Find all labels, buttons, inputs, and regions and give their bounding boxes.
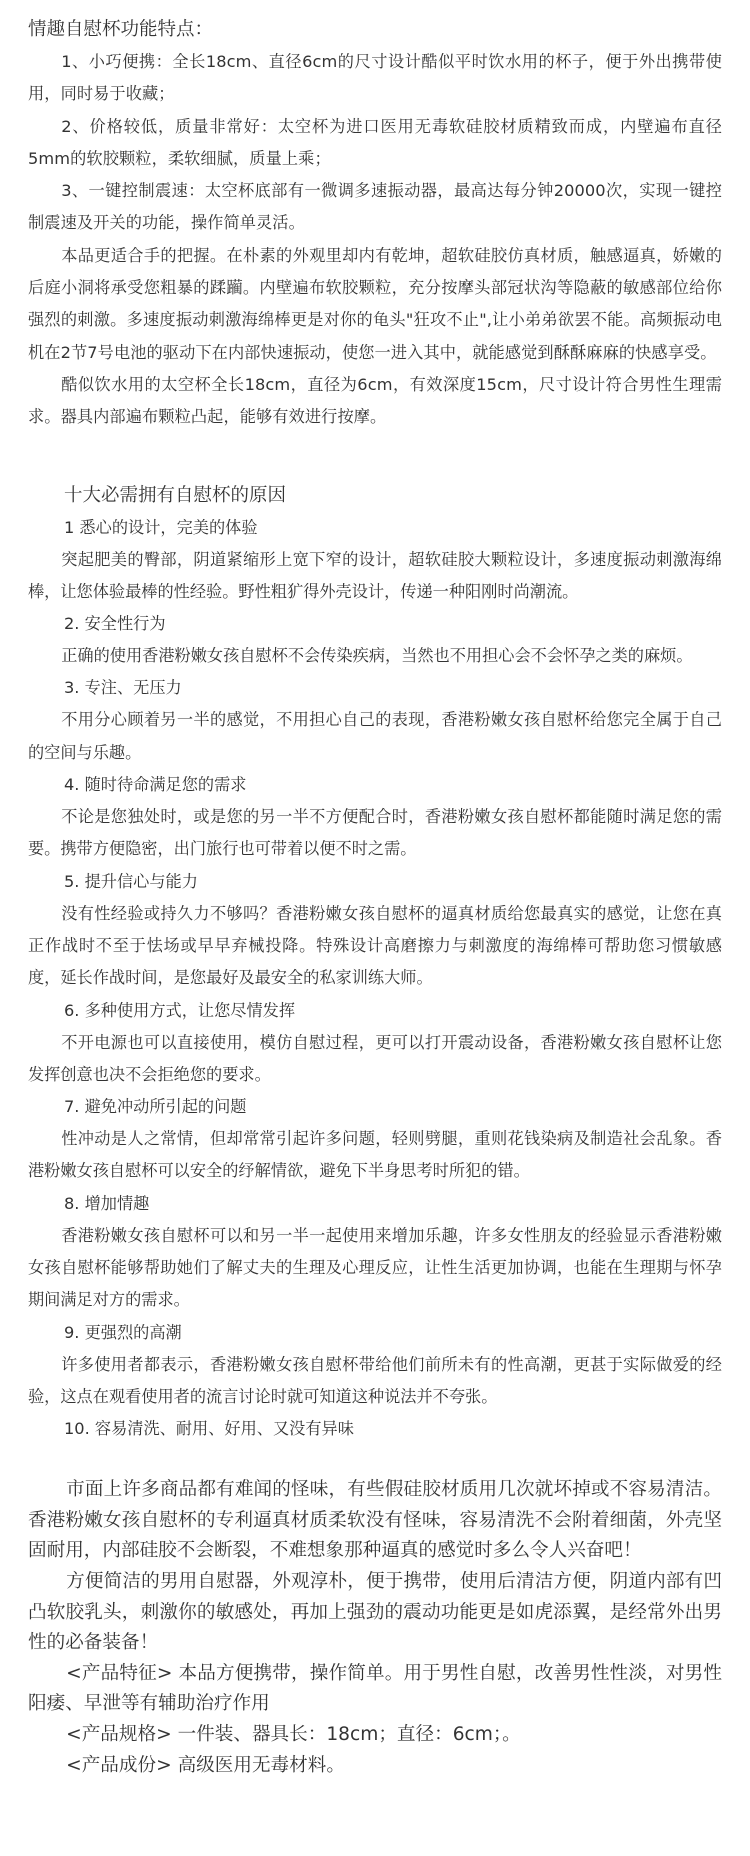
reason-text: 不用分心顾着另一半的感觉，不用担心自己的表现，香港粉嫩女孩自慰杯给您完全属于自己的空间与乐趣。 <box>28 710 722 762</box>
reason-heading: 9. 更强烈的高潮 <box>64 1322 182 1342</box>
section-gap <box>28 1445 722 1475</box>
feature-paragraph: 1、小巧便携：全长18cm、直径6cm的尺寸设计酷似平时饮水用的杯子，便于外出携带使用，同时易于收藏； <box>28 52 722 104</box>
feature-paragraph: 2、价格较低，质量非常好：太空杯为进口医用无毒软硅胶材质精致而成，内壁遍布直径5mm的软胶颗粒，柔软细腻，质量上乘； <box>28 116 722 168</box>
reason-heading: 10. 容易清洗、耐用、好用、又没有异味 <box>64 1419 354 1439</box>
reason-heading: 4. 随时待命满足您的需求 <box>64 775 247 795</box>
feature-paragraph: 3、一键控制震速：太空杯底部有一微调多速振动器，最高达每分钟20000次，实现一键控制震速及开关的功能，操作简单灵活。 <box>28 181 722 233</box>
reason-heading: 8. 增加情趣 <box>64 1193 150 1213</box>
product-features: <产品特征> 本品方便携带，操作简单。用于男性自慰，改善男性性淡，对男性阳痿、早泄等有辅助治疗作用 <box>28 1662 722 1715</box>
features-title: 情趣自慰杯功能特点： <box>28 19 214 40</box>
closing-paragraph: 市面上许多商品都有难闻的怪味，有些假硅胶材质用几次就坏掉或不容易清洁。香港粉嫩女孩自慰杯的专利逼真材质柔软没有怪味，容易清洗不会附着细菌，外壳坚固耐用，内部硅胶不会断裂，不难想象那种逼真的感觉时多么令人兴奋吧！ <box>28 1479 722 1562</box>
reason-heading: 3. 专注、无压力 <box>64 678 182 698</box>
feature-paragraph: 酷似饮水用的太空杯全长18cm，直径为6cm，有效深度15cm，尺寸设计符合男性生理需求。器具内部遍布颗粒凸起，能够有效进行按摩。 <box>28 374 722 427</box>
reason-text: 不论是您独处时，或是您的另一半不方便配合时，香港粉嫩女孩自慰杯都能随时满足您的需要。携带方便隐密，出门旅行也可带着以便不时之需。 <box>28 807 722 859</box>
reason-text: 没有性经验或持久力不够吗？香港粉嫩女孩自慰杯的逼真材质给您最真实的感觉，让您在真正作战时不至于怯场或早早弃械投降。特殊设计高磨擦力与刺激度的海绵棒可帮助您习惯敏感度，延长作战时间，是您最好及最安全的私家训练大师。 <box>28 903 722 988</box>
reason-text: 正确的使用香港粉嫩女孩自慰杯不会传染疾病，当然也不用担心会不会怀孕之类的麻烦。 <box>61 646 693 666</box>
reason-heading: 7. 避免冲动所引起的问题 <box>64 1097 247 1117</box>
reasons-title: 十大必需拥有自慰杯的原因 <box>64 484 287 506</box>
reason-heading: 6. 多种使用方式，让您尽情发挥 <box>64 1000 296 1020</box>
reason-text: 突起肥美的臀部，阴道紧缩形上宽下窄的设计，超软硅胶大颗粒设计，多速度振动刺激海绵棒，让您体验最棒的性经验。野性粗犷得外壳设计，传递一种阳刚时尚潮流。 <box>28 549 722 601</box>
reason-text: 许多使用者都表示，香港粉嫩女孩自慰杯带给他们前所未有的性高潮，更甚于实际做爱的经验，这点在观看使用者的流言讨论时就可知道这种说法并不夸张。 <box>28 1354 722 1406</box>
section-gap <box>28 434 722 466</box>
reason-heading: 2. 安全性行为 <box>64 614 166 634</box>
feature-paragraph: 本品更适合手的把握。在朴素的外观里却内有乾坤，超软硅胶仿真材质，触感逼真，娇嫩的后庭小洞将承受您粗暴的蹂躏。内壁遍布软胶颗粒，充分按摩头部冠状沟等隐蔽的敏感部位给你强烈的刺激。多速度振动刺激海绵棒更是对你的龟头"狂攻不止",让小弟弟欲罢不能。高频振动电机在2节7号电池的驱动下在内部快速振动，使您一进入其中，就能感觉到酥酥麻麻的快感享受。 <box>28 245 722 362</box>
reason-heading: 1 悉心的设计，完美的体验 <box>64 517 258 537</box>
reason-text: 香港粉嫩女孩自慰杯可以和另一半一起使用来增加乐趣，许多女性朋友的经验显示香港粉嫩女孩自慰杯能够帮助她们了解丈夫的生理及心理反应，让性生活更加协调，也能在生理期与怀孕期间满足对方的需求。 <box>28 1225 722 1310</box>
reason-text: 不开电源也可以直接使用，模仿自慰过程，更可以打开震动设备，香港粉嫩女孩自慰杯让您发挥创意也决不会拒绝您的要求。 <box>28 1032 722 1084</box>
closing-paragraph: 方便简洁的男用自慰器，外观淳朴，便于携带，使用后清洁方便，阴道内部有凹凸软胶乳头，刺激你的敏感处，再加上强劲的震动功能更是如虎添翼，是经常外出男性的必备装备！ <box>28 1570 722 1654</box>
reason-text: 性冲动是人之常情，但却常常引起许多问题，轻则劈腿，重则花钱染病及制造社会乱象。香港粉嫩女孩自慰杯可以安全的纾解情欲，避免下半身思考时所犯的错。 <box>28 1129 722 1181</box>
reason-heading: 5. 提升信心与能力 <box>64 871 198 891</box>
product-spec: <产品规格> 一件装、器具长：18cm；直径：6cm；。 <box>66 1723 521 1745</box>
product-material: <产品成份> 高级医用无毒材料。 <box>66 1754 345 1776</box>
